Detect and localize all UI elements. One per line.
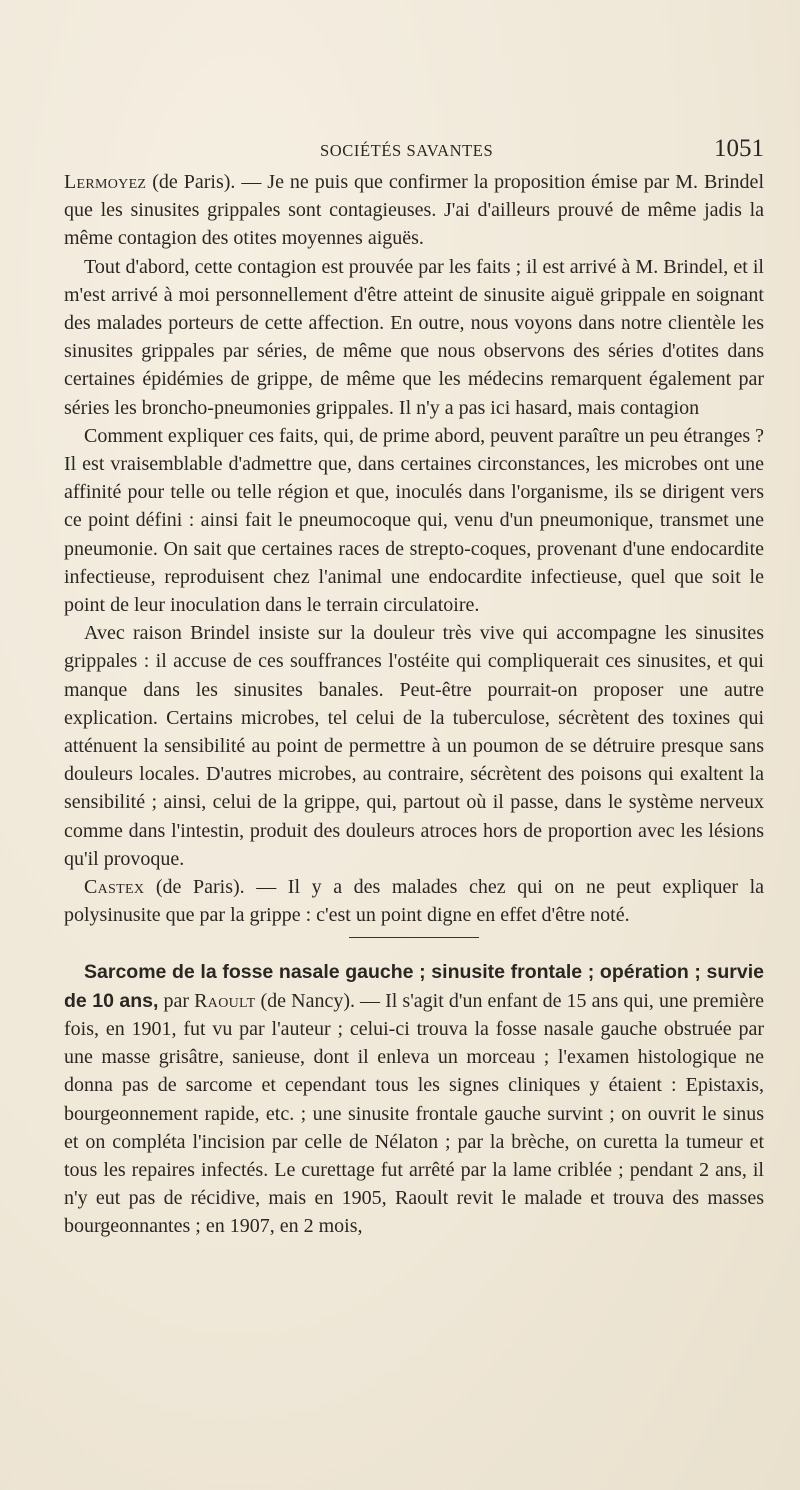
page-number: 1051 xyxy=(714,135,764,162)
paragraph-douleur: Avec raison Brindel insiste sur la douleur très vive qui accompagne les sinusites grippales : il accuse de ces souffrances l'ostéite qui compliquerait ces sinusites, et qui manque dans les sinusites banales. Peut-être pourrait-on proposer une autre explication. Certains microbes, tel celui de la tuberculose, sécrètent des toxines qui atténuent la sensibilité au point de permettre à un poumon de se détruire presque sans douleurs locales. D'autres microbes, au contraire, sécrètent des poisons qui exaltent la sensibilité ; ainsi, celui de la grippe, qui, partout où il passe, dans le système nerveux comme dans l'intestin, produit des douleurs atroces hors de proportion avec les lésions qu'il provoque. xyxy=(64,622,764,870)
byline-prefix: par xyxy=(158,989,195,1012)
article-body xyxy=(64,168,764,1241)
paragraph-text: (de Nancy). — Il s'agit d'un enfant de 15 ans qui, une première fois, en 1901, fut vu par l'auteur ; celui-ci trouva la fosse nasale gauche obstruée par une masse grisâtre, sanieuse, dont il enleva un morceau ; l'examen histologique ne donna pas de sarcome et cependant tous les signes cliniques y étaient : Epistaxis, bourgeonnement rapide, etc. ; une sinusite frontale gauche survint ; on ouvrit le sinus et on compléta l'incision par celle de Nélaton ; par la brèche, on curetta la tumeur et tous les repaires infectés. Le curettage fut arrêté par la lame criblée ; pendant 2 ans, il n'y eut pas de récidive, mais en 1905, Raoult revit le malade et trouva des masses bourgeonnantes ; en 1907, en 2 mois, xyxy=(64,989,764,1238)
speaker-name: Lermoyez xyxy=(64,171,147,193)
speaker-name: Castex xyxy=(84,876,145,899)
paragraph-contagion: Tout d'abord, cette contagion est prouvée par les faits ; il est arrivé à M. Brindel, et il m'est arrivé à moi personnellement d'être atteint de sinusite aiguë grippale en soignant des malades porteurs de cette affection. En outre, nous voyons dans notre clientèle les sinusites grippales par séries, de même que nous observons des séries d'otites dans certaines épidémies de grippe, de même que les médecins remarquent également par séries les broncho-pneumonies grippales. Il n'y a pas ici hasard, mais contagion xyxy=(64,255,764,419)
running-title: SOCIÉTÉS SAVANTES xyxy=(320,141,494,160)
paragraph-text: (de Paris). — Il y a des malades chez qui on ne peut expliquer la polysinusite que par la grippe : c'est un point digne en effet d'être noté. xyxy=(64,876,764,927)
paragraph-explanation: Comment expliquer ces faits, qui, de prime abord, peuvent paraître un peu étranges ? Il est vraisemblable d'admettre que, dans certaines circonstances, les microbes ont une affinité pour telle ou telle région et que, inoculés dans l'organisme, ils se dirigent vers ce point défini : ainsi fait le pneumocoque qui, venu d'un pneumonique, transmet une pneumonie. On sait que certaines races de strepto-coques, provenant d'une endocardite infectieuse, reproduisent chez l'animal une endocardite infectieuse, quel que soit le point de leur inoculation dans le terrain circulatoire. xyxy=(64,424,764,617)
paragraph-text: (de Paris). — Je ne puis que confirmer la proposition émise par M. Brindel que les sinusites grippales sont contagieuses. J'ai d'ailleurs prouvé de même jadis la même contagion des otites moyennes aiguës. xyxy=(64,171,764,250)
article-title: Sarcome de la fosse nasale gauche ; sinusite frontale ; opération ; survie de 10 ans, xyxy=(64,961,764,1012)
paragraph-raoult xyxy=(64,958,764,1240)
section-divider xyxy=(349,937,479,938)
paragraph-lermoyez xyxy=(64,168,764,253)
paragraph-castex xyxy=(64,873,764,929)
page-header xyxy=(64,135,764,165)
speaker-name: Raoult xyxy=(194,989,256,1012)
